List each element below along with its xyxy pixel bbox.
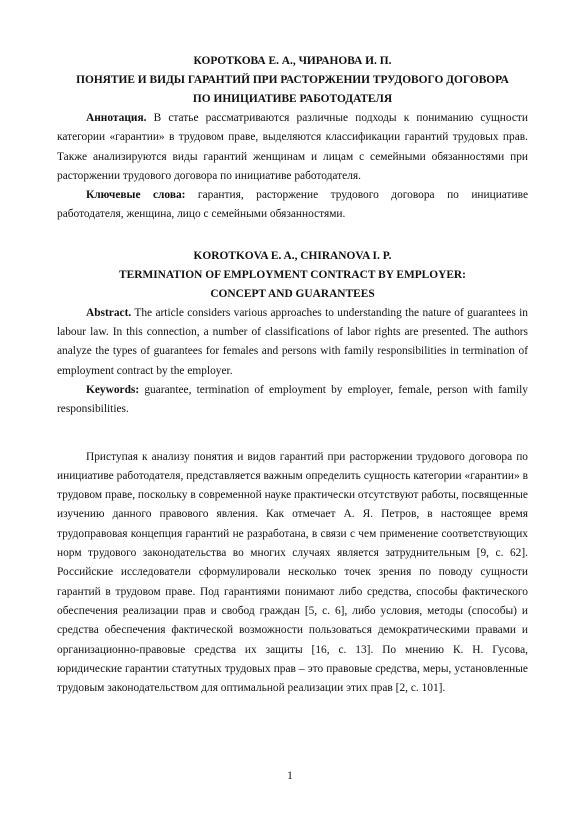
ru-keywords [57, 186, 528, 225]
page-number: 1 [287, 770, 293, 782]
ru-title-line2: ПО ИНИЦИАТИВЕ РАБОТОДАТЕЛЯ [192, 93, 393, 105]
en-title-line2: CONCEPT AND GUARANTEES [210, 287, 375, 300]
en-abstract [57, 304, 528, 381]
en-keywords-label: Keywords: [86, 383, 140, 396]
ru-title-line1: ПОНЯТИЕ И ВИДЫ ГАРАНТИЙ ПРИ РАСТОРЖЕНИИ ТРУДОВОГО ДОГОВОРА [76, 74, 509, 86]
ru-abstract-text: В статье рассматриваются различные подходы к пониманию сущности категории «гарантии» в трудовом праве, выделяются классификации гарантий трудовых прав. Также анализируются виды гарантий женщинам и лицам с семейными обязанностями при расторжении трудового договора по инициативе работодателя. [57, 112, 528, 182]
ru-authors: КОРОТКОВА Е. А., ЧИРАНОВА И. П. [193, 55, 392, 67]
body-paragraph: Приступая к анализу понятия и видов гарантий при расторжении трудового договора по инициативе работодателя, представляется важным определить сущность категории «гарантии» в трудовом праве, поскольку в современной науке практически отсутствуют работы, посвященные изучению данного правового явления. Как отмечает А. Я. Петров, в настоящее время трудоправовая концепция гарантий не разработана, в связи с чем применение соответствующих норм трудового законодательства во многих случаях является затруднительным [9, с. 62]. Российские исследователи сформулировали несколько точек зрения по поводу сущности гарантий в трудовом праве. Под гарантиями понимают либо средства, способы фактического обеспечения реализации прав и свобод граждан [5, с. 6], либо условия, методы (способы) и средства обеспечения фактической возможности пользоваться демократическими правами и организационно-правовые средства их защиты [16, с. 13]. По мнению К. Н. Гусова, юридические гарантии статутных трудовых прав – это правовые средства, меры, установленные трудовым законодательством для оптимальной реализации этих прав [2, с. 101]. [57, 450, 528, 695]
ru-keywords-label: Ключевые слова: [86, 189, 186, 202]
en-title-line1: TERMINATION OF EMPLOYMENT CONTRACT BY EMPLOYER: [119, 268, 466, 281]
spacer [57, 225, 528, 247]
en-abstract-text: The article considers various approaches to understanding the nature of guarantees in labour law. In this connection, a number of classifications of labor rights are presented. The authors analyze the types of guarantees for females and persons with family responsibilities in termination of employment contract by the employer. [57, 306, 528, 377]
spacer [57, 420, 528, 448]
en-abstract-label: Abstract. [86, 306, 132, 319]
ru-abstract [57, 109, 528, 186]
en-keywords-text: guarantee, termination of employment by employer, female, person with family responsibilities. [57, 383, 528, 416]
en-keywords [57, 381, 528, 420]
ru-keywords-text: гарантия, расторжение трудового договора по инициативе работодателя, женщина, лицо с семейными обязанностями. [57, 189, 528, 221]
en-authors: KOROTKOVA E. A., CHIRANOVA I. P. [193, 249, 392, 262]
ru-abstract-label: Аннотация. [86, 112, 147, 124]
